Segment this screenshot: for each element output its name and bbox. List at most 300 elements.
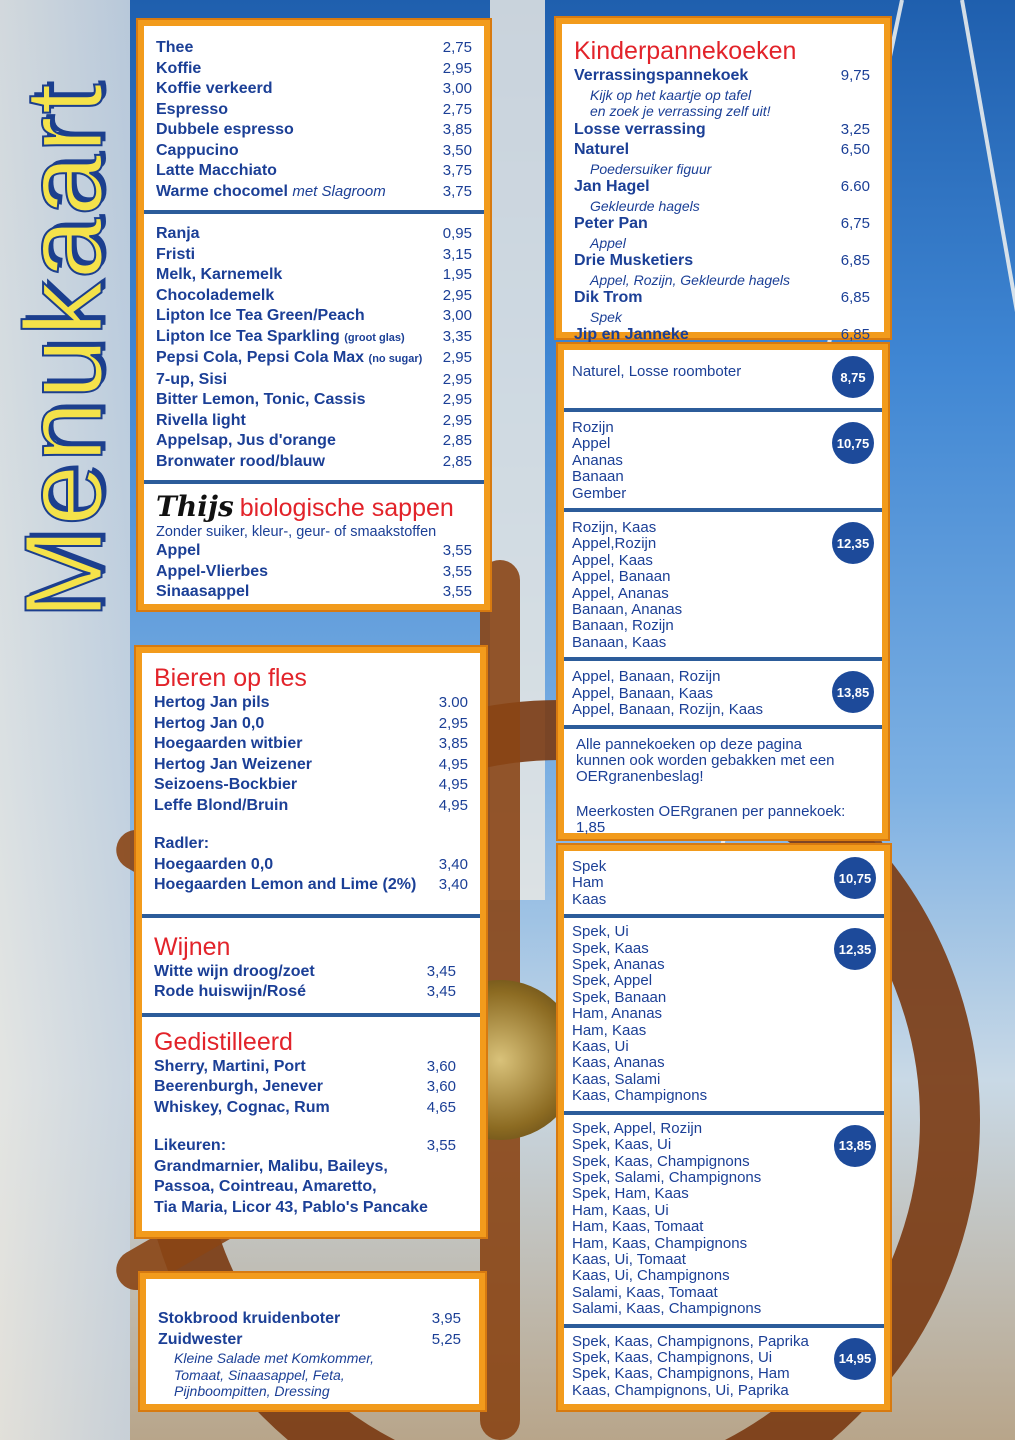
menu-item-row [156, 348, 472, 370]
menu-item-name-text: Sherry, Martini, Port [154, 1057, 306, 1075]
pancake-option: Appel, Banaan, Rozijn, Kaas [572, 701, 763, 719]
pancake-option: Spek, Kaas, Champignons [572, 1152, 750, 1170]
pancake-group [564, 512, 882, 661]
menu-item-row [574, 214, 870, 235]
menu-item-name [154, 875, 416, 896]
menu-item-extra: (no sugar) [368, 353, 423, 365]
menu-item-description: Pijnboompitten, Dressing [174, 1383, 330, 1399]
pancake-group [564, 1115, 884, 1328]
menu-item-name-text: Pepsi Cola, Pepsi Cola Max [156, 349, 365, 366]
menu-item-name-text: Jan Hagel [574, 178, 650, 195]
menu-item-name-text: Fristi [156, 245, 196, 263]
menu-item-name [156, 286, 274, 307]
juices-list [156, 541, 472, 603]
menu-item-row [154, 775, 468, 796]
cold-drinks-list [144, 224, 484, 472]
hot-drinks-list [144, 38, 484, 202]
menu-item-name-text: Drie Musketiers [574, 252, 694, 269]
menu-item-name-text: Bitter Lemon, Tonic, Cassis [156, 391, 366, 408]
menu-item-row [156, 582, 472, 603]
menu-item-extra: met Slagroom [292, 182, 386, 200]
menu-item-name-text: Seizoens-Bockbier [154, 776, 298, 793]
price-badge: 13,85 [834, 1125, 876, 1167]
menu-item-name [154, 714, 264, 735]
oer-note-text [576, 737, 870, 786]
menu-item-price: 2,85 [442, 452, 472, 470]
menu-item-row [156, 562, 472, 583]
menu-item-name-text: Hoegaarden witbier [154, 735, 303, 752]
pancake-option: Spek, Kaas, Champignons, Paprika [572, 1332, 809, 1350]
pancake-option: Spek, Banaan [572, 988, 667, 1006]
pancake-option: Appel, Banaan, Rozijn [572, 668, 721, 686]
menu-item-price: 3,55 [442, 542, 472, 559]
menu-item-row [156, 120, 472, 141]
pancake-option: Spek, Salami, Champignons [572, 1168, 762, 1186]
menu-item-price: 3,85 [438, 735, 468, 752]
menu-item-description: Appel [590, 234, 626, 251]
menu-item-price: 3,55 [442, 562, 472, 580]
pancake-group [564, 851, 884, 918]
liqueur-list [154, 1157, 468, 1219]
menu-item-price: 4,95 [438, 755, 468, 773]
menu-item-row [156, 452, 472, 473]
menu-item-name [156, 306, 365, 327]
menu-item-price: 3,50 [442, 141, 472, 159]
alcohol-panel [136, 647, 486, 1237]
menu-item-row [574, 140, 870, 161]
pancake-option: Kaas, Ananas [572, 1054, 665, 1072]
menu-item-name-text: Rode huiswijn/Rosé [154, 983, 307, 1000]
menu-item-name [574, 288, 642, 309]
menu-item-price: 0,95 [442, 225, 472, 242]
divider [144, 480, 484, 484]
menu-item-name [156, 245, 195, 266]
menu-item-name [158, 1330, 242, 1351]
menu-item-name [156, 348, 422, 370]
menu-item-price: 5,25 [431, 1330, 461, 1348]
drinks-panel [138, 20, 490, 610]
menu-item-name [156, 265, 282, 286]
liqueur-label: Likeuren: [154, 1137, 227, 1154]
menu-item-name [156, 224, 200, 245]
menu-title [2, 60, 126, 640]
menu-item-price: 3,60 [426, 1057, 456, 1075]
menu-item-row [156, 161, 472, 182]
menu-item-name [154, 755, 312, 776]
menu-item-price: 3.00 [438, 694, 468, 711]
menu-item-price: 6,85 [840, 252, 870, 269]
menu-item-name [574, 140, 629, 161]
liqueur-line: Grandmarnier, Malibu, Baileys, [154, 1157, 388, 1175]
menu-item-row [158, 1330, 461, 1351]
menu-item-name-text: Koffie verkeerd [156, 80, 273, 97]
menu-item-name [154, 855, 273, 876]
spirits-list [154, 1057, 468, 1119]
menu-item-description: Tomaat, Sinaasappel, Feta, [174, 1366, 345, 1383]
divider [144, 210, 484, 214]
pancake-option: Spek, Kaas, Champignons, Ui [572, 1348, 773, 1366]
menu-item-name-text: Dubbele espresso [156, 121, 294, 138]
pancake-option: Appel, Ananas [572, 584, 669, 602]
menu-item-row [154, 1098, 456, 1119]
snacks-panel [140, 1273, 485, 1410]
menu-item-name [156, 120, 294, 141]
menu-item-price: 6,50 [840, 141, 870, 158]
rope [960, 0, 1015, 887]
menu-item-price: 3,60 [426, 1078, 456, 1095]
pancake-option: Appel [572, 435, 611, 453]
menu-item-row [156, 286, 472, 307]
pancake-option: Ham, Kaas [572, 1021, 647, 1039]
menu-item-name-text: Appelsap, Jus d'orange [156, 432, 336, 449]
menu-item-price: 2,95 [442, 349, 472, 366]
menu-item-row [156, 59, 472, 80]
menu-item-name [156, 562, 268, 583]
menu-item-price: 3,40 [438, 876, 468, 893]
menu-item-name-text: Lipton Ice Tea Green/Peach [156, 307, 365, 324]
menu-item-row [574, 66, 870, 87]
menu-item-name-text: Verrassingspannekoek [574, 67, 749, 84]
menu-item-row [156, 411, 472, 432]
price-badge: 10,75 [834, 857, 876, 899]
menu-item-name [574, 325, 689, 346]
pancake-option: Naturel, Losse roomboter [572, 363, 742, 380]
menu-item-name-text: Espresso [156, 100, 229, 118]
menu-item-price: 3,45 [426, 962, 456, 980]
menu-item-name [156, 161, 277, 182]
menu-item-name [156, 370, 227, 391]
menu-item-row [154, 875, 468, 896]
pancake-group [564, 661, 882, 724]
menu-item-name [156, 141, 239, 162]
menu-item-row [156, 38, 472, 59]
menu-item-price: 3,25 [840, 120, 870, 138]
menu-item-row [154, 855, 468, 876]
oer-cost-line: Meerkosten OERgranen per pannekoek: [576, 802, 846, 820]
savory-pancakes-list [564, 851, 884, 1405]
menu-item-name-text: Beerenburgh, Jenever [154, 1078, 323, 1095]
divider [142, 1013, 480, 1017]
juices-note: Zonder suiker, kleur-, geur- of smaakstoffen [156, 524, 437, 540]
menu-item-price: 2,85 [442, 432, 472, 449]
menu-item-row [154, 1077, 456, 1098]
menu-item-row [574, 325, 870, 346]
pancake-option: Spek, Ham, Kaas [572, 1185, 689, 1203]
menu-item-name-text: Losse verrassing [574, 120, 706, 138]
menu-item-name-text: Appel [156, 542, 201, 559]
menu-item-name-text: Hertog Jan 0,0 [154, 714, 265, 732]
menu-item-row [156, 265, 472, 286]
menu-item-name [156, 452, 325, 473]
price-badge: 10,75 [832, 422, 874, 464]
menu-item-name [154, 962, 315, 983]
pancake-option: Appel, Kaas [572, 551, 653, 569]
menu-item-row [156, 245, 472, 266]
menu-item-row [154, 734, 468, 755]
menu-item-price: 2,75 [442, 100, 472, 118]
menu-item-price: 3,00 [442, 80, 472, 97]
pancake-option: Ham [572, 874, 604, 892]
pancake-option: Spek, Ui [572, 923, 629, 941]
menu-item-name-text: Cappucino [156, 141, 239, 159]
liqueur-line: Tia Maria, Licor 43, Pablo's Pancake [154, 1198, 428, 1216]
menu-item-name-text: Latte Macchiato [156, 162, 277, 179]
beers-list [154, 693, 468, 816]
menu-item-name-text: Chocolademelk [156, 286, 275, 304]
pancake-group [564, 350, 882, 412]
menu-item-name-text: Hoegaarden 0,0 [154, 855, 274, 873]
menu-item-description: Poedersuiker figuur [590, 160, 712, 177]
menu-item-description: Kijk op het kaartje op tafel [590, 86, 752, 103]
menu-item-name [574, 120, 706, 141]
liqueur-line: Passoa, Cointreau, Amaretto, [154, 1178, 377, 1195]
menu-item-price: 3,45 [426, 983, 456, 1000]
kids-list [574, 66, 870, 362]
menu-item-row [574, 120, 870, 141]
pancake-option: Spek, Kaas, Champignons, Ham [572, 1365, 790, 1383]
menu-item-price: 4,95 [438, 776, 468, 793]
menu-item-name-text: Koffie [156, 59, 202, 77]
menu-item-price: 6,85 [840, 289, 870, 306]
pancake-option: Ham, Kaas, Tomaat [572, 1218, 704, 1236]
menu-item-name-text: Stokbrood kruidenboter [158, 1310, 341, 1327]
pancake-option: Rozijn [572, 419, 614, 436]
radler-list [154, 855, 468, 896]
pancake-option: Kaas, Champignons [572, 1087, 708, 1105]
menu-item-row [156, 327, 472, 349]
menu-item-name [154, 1057, 306, 1078]
thijs-logo: Thijs [156, 490, 234, 523]
menu-item-name [156, 182, 386, 203]
beers-section [142, 663, 480, 896]
menu-item-price: 6,85 [840, 326, 870, 343]
pancake-option: Banaan, Ananas [572, 601, 683, 619]
sweet-pancakes-list [564, 350, 882, 725]
menu-item-name [154, 982, 306, 1003]
liqueur-row [154, 1136, 468, 1157]
pancake-option: Banaan, Rozijn [572, 617, 674, 635]
menu-item-name [574, 66, 748, 87]
pancake-option: Appel, Banaan, Kaas [572, 684, 713, 702]
pancake-option: Spek [572, 858, 607, 875]
menu-item-name-text: 7-up, Sisi [156, 370, 228, 388]
menu-item-name-text: Leffe Blond/Bruin [154, 796, 289, 814]
menu-item-price: 3,00 [442, 307, 472, 324]
menu-item-name-text: Hoegaarden Lemon and Lime (2%) [154, 876, 417, 893]
menu-item-name-text: Lipton Ice Tea Sparkling [156, 327, 340, 345]
menu-item-price: 3,15 [442, 245, 472, 263]
savory-pancakes-panel [558, 845, 890, 1410]
pancake-option: Spek, Ananas [572, 956, 665, 974]
price-badge: 8,75 [832, 356, 874, 398]
menu-item-row [158, 1309, 461, 1330]
menu-item-extra: (groot glas) [344, 331, 405, 344]
pancake-option: Appel, Banaan [572, 568, 671, 586]
menu-item-name [156, 411, 246, 432]
menu-item-row [154, 693, 468, 714]
menu-item-name [156, 79, 273, 100]
menu-item-name [154, 734, 302, 755]
menu-item-price: 1,95 [442, 266, 472, 283]
menu-item-name [154, 775, 297, 796]
menu-item-row [154, 755, 468, 776]
menu-item-row [156, 431, 472, 452]
menu-item-name [574, 177, 650, 198]
menu-item-name [154, 693, 270, 714]
menu-item-name-text: Naturel [574, 141, 630, 158]
menu-item-name [156, 327, 405, 349]
kids-section [562, 36, 884, 362]
oer-note-line: kunnen ook worden gebakken met een [576, 751, 835, 769]
menu-item-name-text: Bronwater rood/blauw [156, 452, 325, 470]
menu-item-price: 2,95 [442, 370, 472, 388]
menu-item-row [156, 306, 472, 327]
juices-section [144, 490, 484, 603]
pancake-option: Salami, Kaas, Champignons [572, 1300, 762, 1318]
price-badge: 13,85 [832, 671, 874, 713]
menu-item-name [574, 214, 648, 235]
divider [142, 914, 480, 918]
pancake-option: Ham, Kaas, Champignons [572, 1234, 748, 1252]
price-badge: 14,95 [834, 1338, 876, 1380]
spirits-heading: Gedistilleerd [154, 1027, 293, 1056]
pancake-option: Ananas [572, 451, 623, 469]
menu-item-name-text: Witte wijn droog/zoet [154, 962, 315, 980]
pancake-option: Spek, Kaas, Ui [572, 1136, 672, 1154]
menu-item-row [156, 224, 472, 245]
wines-section [142, 932, 480, 1003]
menu-item-price: 3,55 [442, 583, 472, 600]
menu-item-price: 4,95 [438, 796, 468, 814]
menu-item-price: 3,85 [442, 121, 472, 138]
pancake-option: Appel,Rozijn [572, 535, 657, 553]
menu-item-name-text: Peter Pan [574, 215, 648, 232]
menu-item-row [154, 714, 468, 735]
spirits-section [142, 1027, 480, 1219]
pancake-option: Kaas, Ui, Champignons [572, 1267, 730, 1285]
menu-item-row [156, 370, 472, 391]
menu-item-name [156, 38, 193, 59]
menu-item-price: 6.60 [840, 178, 870, 195]
menu-item-name [154, 796, 288, 817]
menu-item-name [154, 1098, 330, 1119]
menu-item-price: 3,75 [442, 182, 472, 200]
menu-item-name-text: Zuidwester [158, 1330, 243, 1348]
menu-item-description: Appel, Rozijn, Gekleurde hagels [590, 271, 791, 288]
pancake-group [564, 1328, 884, 1406]
menu-item-name [156, 582, 249, 603]
menu-item-price: 2,95 [442, 286, 472, 304]
menu-item-price: 2,95 [438, 714, 468, 732]
menu-item-name [574, 251, 693, 272]
menu-item-price: 3,75 [442, 162, 472, 179]
menu-item-name [156, 390, 366, 411]
menu-item-row [156, 79, 472, 100]
pancake-option: Spek, Kaas [572, 939, 649, 957]
wines-list [154, 962, 468, 1003]
menu-item-name-text: Thee [156, 39, 194, 56]
menu-item-description: Kleine Salade met Komkommer, [174, 1350, 374, 1366]
liqueur-price: 3,55 [426, 1137, 456, 1154]
menu-item-name-text: Melk, Karnemelk [156, 266, 283, 283]
menu-item-row [156, 390, 472, 411]
menu-item-description: Gekleurde hagels [590, 197, 700, 214]
pancake-option: Ham, Ananas [572, 1005, 663, 1023]
pancake-option: Banaan, Kaas [572, 633, 667, 651]
menu-item-price: 2,95 [442, 391, 472, 408]
menu-item-price: 3,40 [438, 855, 468, 873]
pancake-option: Spek, Appel [572, 972, 653, 990]
oer-cost-line: 1,85 [576, 819, 606, 837]
menu-item-name [156, 431, 336, 452]
menu-item-name-text: Rivella light [156, 411, 246, 429]
menu-item-row [154, 796, 468, 817]
menu-item-name-text: Dik Trom [574, 289, 643, 306]
menu-item-name [156, 541, 200, 562]
pancake-option: Salami, Kaas, Tomaat [572, 1283, 718, 1301]
menu-item-name-text: Whiskey, Cognac, Rum [154, 1098, 330, 1116]
pancake-option: Spek, Appel, Rozijn [572, 1119, 703, 1137]
menu-item-name-text: Warme chocomel [156, 182, 288, 200]
price-badge: 12,35 [834, 928, 876, 970]
oer-note-line: OERgranenbeslag! [576, 768, 704, 786]
oer-note-line: Alle pannekoeken op deze pagina [576, 735, 803, 753]
menu-item-price: 3,35 [442, 327, 472, 345]
menu-item-row [156, 141, 472, 162]
oer-note-cost [576, 804, 870, 837]
menu-title-text: Menukaart [2, 81, 126, 619]
snacks-list [146, 1309, 479, 1400]
pancake-option: Rozijn, Kaas [572, 519, 657, 537]
menu-item-row [154, 982, 456, 1003]
menu-item-name-text: Appel-Vlierbes [156, 562, 269, 580]
menu-item-description: Spek [590, 308, 622, 325]
price-badge: 12,35 [832, 522, 874, 564]
pancake-option: Kaas [572, 890, 607, 908]
menu-item-name [158, 1309, 340, 1330]
pancake-group [564, 412, 882, 512]
menu-item-row [574, 251, 870, 272]
pancake-option: Banaan [572, 468, 624, 486]
menu-item-row [574, 177, 870, 198]
menu-item-price: 3,95 [431, 1310, 461, 1327]
menu-item-name [156, 59, 201, 80]
menu-item-price: 2,95 [442, 411, 472, 429]
menu-item-price: 9,75 [840, 67, 870, 84]
kids-heading: Kinderpannekoeken [574, 37, 797, 65]
menu-item-row [154, 962, 456, 983]
menu-item-row [154, 1057, 456, 1078]
pancake-option: Ham, Kaas, Ui [572, 1201, 669, 1219]
pancake-option: Kaas, Ui [572, 1038, 629, 1056]
oer-note [564, 725, 882, 845]
menu-item-name-text: Sinaasappel [156, 583, 250, 600]
menu-item-price: 4,65 [426, 1098, 456, 1116]
menu-item-price: 6,75 [840, 215, 870, 232]
menu-item-name-text: Jip en Janneke [574, 326, 689, 343]
menu-item-price: 2,95 [442, 59, 472, 77]
pancake-option: Kaas, Salami [572, 1070, 661, 1088]
juices-heading: biologische sappen [239, 494, 454, 522]
menu-item-price: 2,75 [442, 39, 472, 56]
menu-item-row [156, 182, 472, 203]
menu-item-description: en zoek je verrassing zelf uit! [590, 103, 771, 119]
menu-item-name [156, 100, 228, 121]
beers-heading: Bieren op fles [154, 664, 307, 692]
menu-item-row [156, 541, 472, 562]
menu-item-name-text: Hertog Jan pils [154, 694, 270, 711]
pancake-option: Kaas, Ui, Tomaat [572, 1250, 686, 1268]
